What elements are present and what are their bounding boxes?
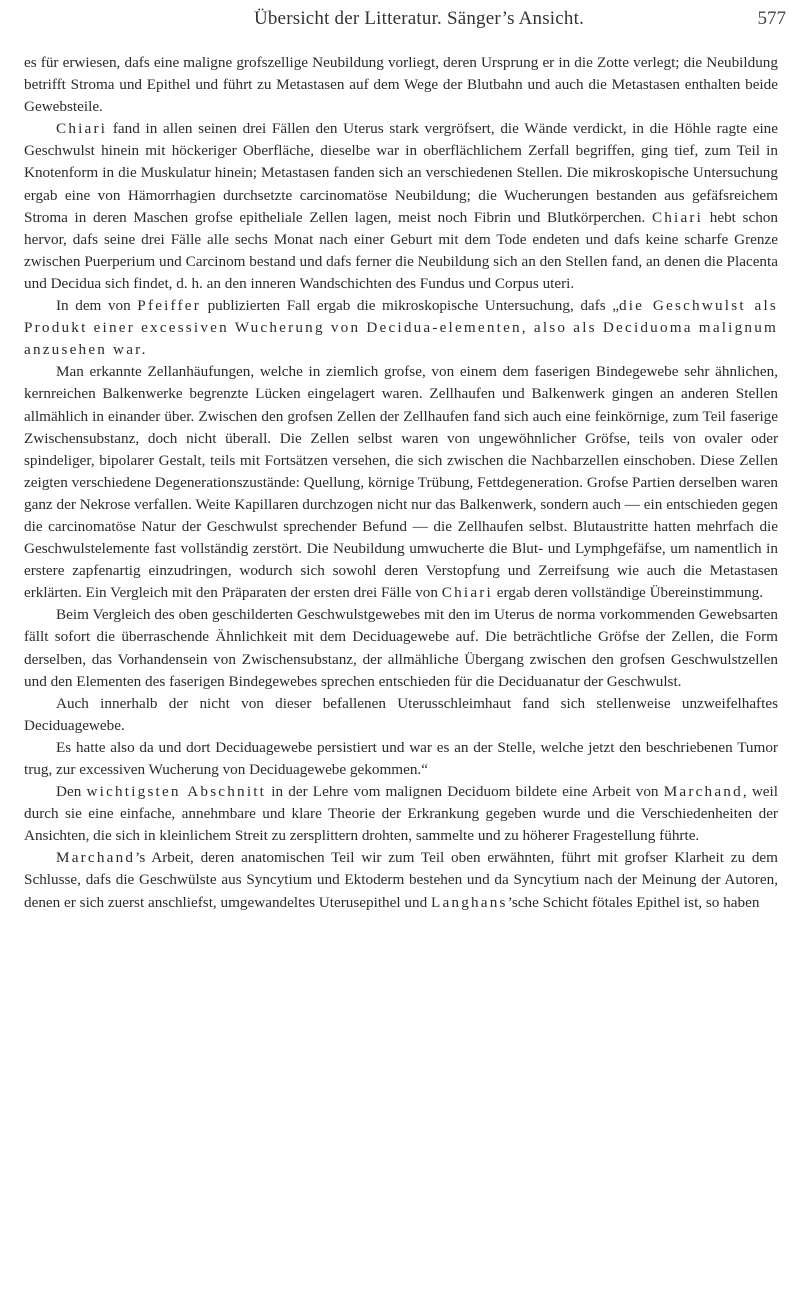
paragraph [24, 295, 778, 361]
text-run: hebt schon hervor, dafs seine drei Fälle alle sechs Monat nach einer Geburt mit dem Tode endeten und dafs keine scharfe Grenze zwischen Puerperium und Carcinom bestand und dafs ferner die Neubildung sich an den Stellen fand, an denen die Placenta und Decidua sich findet, d. h. an den inneren Wandschichten des Fundus und Corpus uteri. [24, 208, 778, 292]
text-run: es für erwiesen, dafs eine maligne grofszellige Neubildung vorliegt, deren Ursprung er in die Zotte verlegt; die Neubildung betrifft Stroma und Epithel und führt zu Metastasen auf dem Wege der Blutbahn und auch die Metastasen enthalten beide Gewebsteile. [24, 54, 778, 116]
page-number: 577 [757, 8, 786, 29]
running-head [52, 8, 786, 44]
spaced-emphasis: Chiari [56, 120, 108, 138]
spaced-emphasis: Chiari [441, 584, 493, 602]
text-run: publizierten Fall ergab die mikroskopische Untersuchung, dafs „ [201, 297, 619, 315]
spaced-emphasis: Marchand [663, 783, 743, 801]
spaced-emphasis: die Geschwulst als Produkt einer excessiven Wucherung von Decidua-elementen, also als Deciduoma malignum anzusehen war. [24, 297, 778, 359]
body-text [24, 52, 778, 914]
text-run: ergab deren vollständige Übereinstimmung. [492, 584, 764, 602]
paragraph [24, 361, 778, 604]
paragraph [24, 693, 778, 737]
text-run: Es hatte also da und dort Deciduagewebe persistiert und war es an der Stelle, welche jetzt den beschriebenen Tumor trug, zur excessiven Wucherung von Deciduagewebe gekommen.“ [24, 738, 778, 778]
text-run: In dem von [56, 297, 138, 315]
text-run: ’s Arbeit, deren anatomischen Teil wir zum Teil oben erwähnten, führt mit grofser Klarheit zu dem Schlusse, dafs die Geschwülste aus Syncytium und Ektoderm bestehen und da Syncytium nach der Meinung der Autoren, denen er sich zuerst anschliefst, umgewandeltes Uterusepithel und [24, 849, 778, 911]
paragraph [24, 847, 778, 913]
text-run: Beim Vergleich des oben geschilderten Geschwulstgewebes mit den im Uterus de norma vorkommenden Gewebsarten fällt sofort die überraschende Ähnlichkeit mit dem Deciduagewebe auf. Die beträchtliche Gröfse der Zellen, die Form derselben, das Vorhandensein von Zwischensubstanz, der allmähliche Übergang zwischen den grofsen Geschwulstzellen und den Elementen des faserigen Bindegewebes sprechen entschieden für die Deciduanatur der Geschwulst. [24, 606, 778, 690]
spaced-emphasis: wichtigsten Abschnitt [86, 783, 267, 801]
spaced-emphasis: Chiari [651, 208, 704, 226]
text-run: in der Lehre vom malignen Deciduom bildete eine Arbeit von [266, 783, 664, 801]
spaced-emphasis: Marchand [56, 849, 136, 867]
text-run: Den [56, 783, 87, 801]
spaced-emphasis: Langhans [430, 893, 508, 911]
paragraph [24, 52, 778, 118]
paragraph [24, 604, 778, 692]
text-run: Auch innerhalb der nicht von dieser befallenen Uterusschleimhaut fand sich stellenweise unzweifelhaftes Deciduagewebe. [24, 694, 778, 734]
running-title: Übersicht der Litteratur. Sänger’s Ansicht. [253, 8, 585, 29]
paragraph [24, 737, 778, 781]
spaced-emphasis: Pfeiffer [137, 297, 202, 315]
text-run: fand in allen seinen drei Fällen den Uterus stark vergröfsert, die Wände verdickt, in die Höhle ragte eine Geschwulst hinein mit höckeriger Oberfläche, dieselbe war in oberflächlichem Zerfall begriffen, ging tief, zum Teil in Knotenform in die Muskulatur hinein; Metastasen fanden sich an verschiedenen Stellen. Die mikroskopische Untersuchung ergab eine von Hämorrhagien durchsetzte carcinomatöse Neubildung; die Wucherungen bestanden aus gefäfsreichem Stroma in deren Maschen grofse epitheliale Zellen lagen, meist noch Fibrin und Blutkörperchen. [24, 120, 778, 226]
text-run: ’sche Schicht fötales Epithel ist, so haben [507, 893, 760, 911]
paragraph [24, 781, 778, 847]
paragraph [24, 118, 778, 295]
text-run: , weil durch sie eine einfache, annehmbare und klare Theorie der Erkrankung gegeben wurde und die Verschiedenheiten der Ansichten, die sich in kleinlichem Streit zu zersplittern drohten, sammelte und zu höherer Fragestellung führte. [24, 783, 778, 845]
text-run: Man erkannte Zellanhäufungen, welche in ziemlich grofse, von einem dem faserigen Bindegewebe sehr ähnlichen, kernreichen Balkenwerke begrenzte Lücken eingelagert waren. Zellhaufen und Balkenwerk gingen an anderen Stellen allmählich in einander über. Zwischen den grofsen Zellen der Zellhaufen fand sich auch eine feinkörnige, zum Teil faserige Zwischensubstanz, doch nicht überall. Die Zellen selbst waren von ungewöhnlicher Gröfse, teils von ovaler oder spindeliger, bipolarer Gestalt, teils mit Fortsätzen versehen, die sich zwischen die Nachbarzellen einschoben. Diese Zellen zeigten verschiedene Degenerationszustände: Quellung, körnige Trübung, Fettdegeneration. Grofse Partien derselben waren ganz der Nekrose verfallen. Weite Kapillaren durchzogen nicht nur das Balkenwerk, sondern auch — ein entschieden gegen die carcinomatöse Natur der Geschwulst sprechender Befund — die Zellhaufen selbst. Blutaustritte hatten mehrfach die Geschwulstelemente fast vollständig zerstört. Die Neubildung umwucherte die Blut- und Lymphgefäfse, um namentlich in erstere zapfenartig einzudringen, wodurch sich sowohl deren Verstopfung und Zerreifsung wie auch die Metastasen erklärten. Ein Vergleich mit den Präparaten der ersten drei Fälle von [24, 363, 778, 602]
